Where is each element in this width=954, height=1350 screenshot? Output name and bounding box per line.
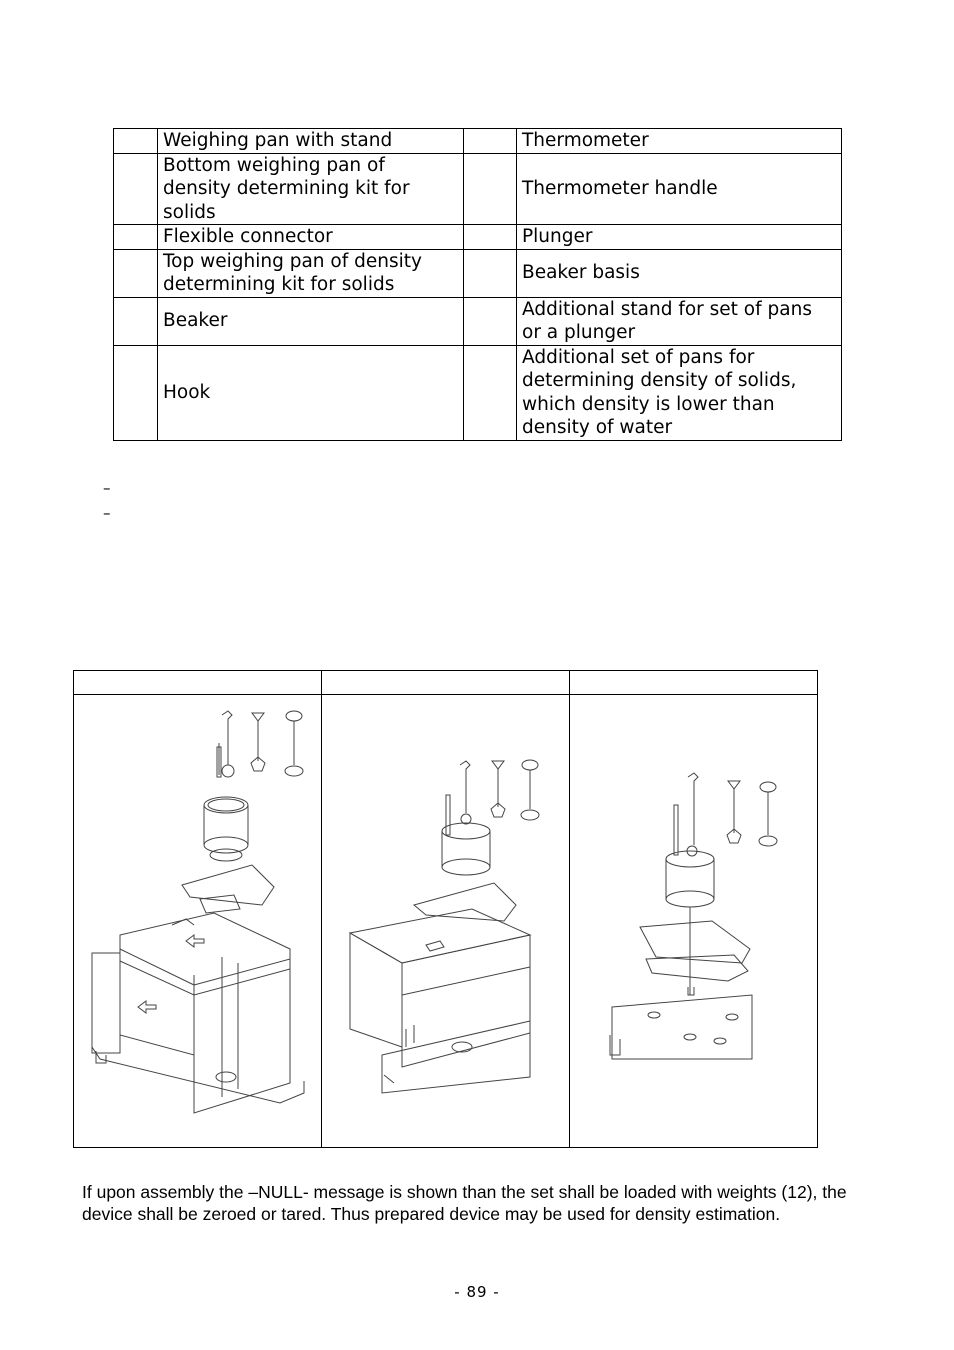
weighing-platform-illustration: [570, 695, 817, 1147]
figure-cell-3: [570, 695, 818, 1148]
assembly-note: If upon assembly the –NULL- message is shown than the set shall be loaded with weights (12), the device shall be zeroed or tared. Thus prepared device may be used for density estimation.: [82, 1182, 847, 1224]
part-number: [114, 225, 158, 250]
part-number: [114, 249, 158, 297]
balance-side-doors-illustration: [74, 695, 321, 1147]
figure-header: [570, 671, 818, 695]
part-description: Weighing pan with stand: [158, 129, 464, 154]
part-description: Plunger: [517, 225, 842, 250]
part-description: Thermometer: [517, 129, 842, 154]
part-number: [114, 297, 158, 345]
table-row: [114, 153, 842, 225]
part-number: [114, 345, 158, 440]
part-number: [464, 129, 517, 154]
part-number: [464, 225, 517, 250]
bullet-dash: –: [103, 479, 111, 497]
figure-cell-2: [322, 695, 570, 1148]
part-number: [464, 345, 517, 440]
part-description: Flexible connector: [158, 225, 464, 250]
part-number: [464, 297, 517, 345]
part-description: Thermometer handle: [517, 153, 842, 225]
table-row: [114, 129, 842, 154]
part-description: Beaker: [158, 297, 464, 345]
bullet-dash: –: [103, 504, 111, 522]
part-description: Additional set of pans for determining density of solids, which density is lower than density of water: [517, 345, 842, 440]
part-description: Top weighing pan of density determining kit for solids: [158, 249, 464, 297]
part-number: [464, 153, 517, 225]
part-description: Hook: [158, 345, 464, 440]
parts-table: [113, 128, 842, 441]
figures-table: [73, 670, 818, 1148]
figure-cell-1: [74, 695, 322, 1148]
part-description: Bottom weighing pan of density determining kit for solids: [158, 153, 464, 225]
part-number: [464, 249, 517, 297]
table-row: [114, 225, 842, 250]
parts-table-body: [114, 129, 842, 441]
part-description: Additional stand for set of pans or a plunger: [517, 297, 842, 345]
table-row: [114, 345, 842, 440]
part-number: [114, 129, 158, 154]
page-number: - 89 -: [454, 1283, 500, 1301]
table-row: [114, 249, 842, 297]
part-description: Beaker basis: [517, 249, 842, 297]
figure-header: [322, 671, 570, 695]
table-row: [114, 297, 842, 345]
balance-top-door-illustration: [322, 695, 569, 1147]
part-number: [114, 153, 158, 225]
figure-header: [74, 671, 322, 695]
